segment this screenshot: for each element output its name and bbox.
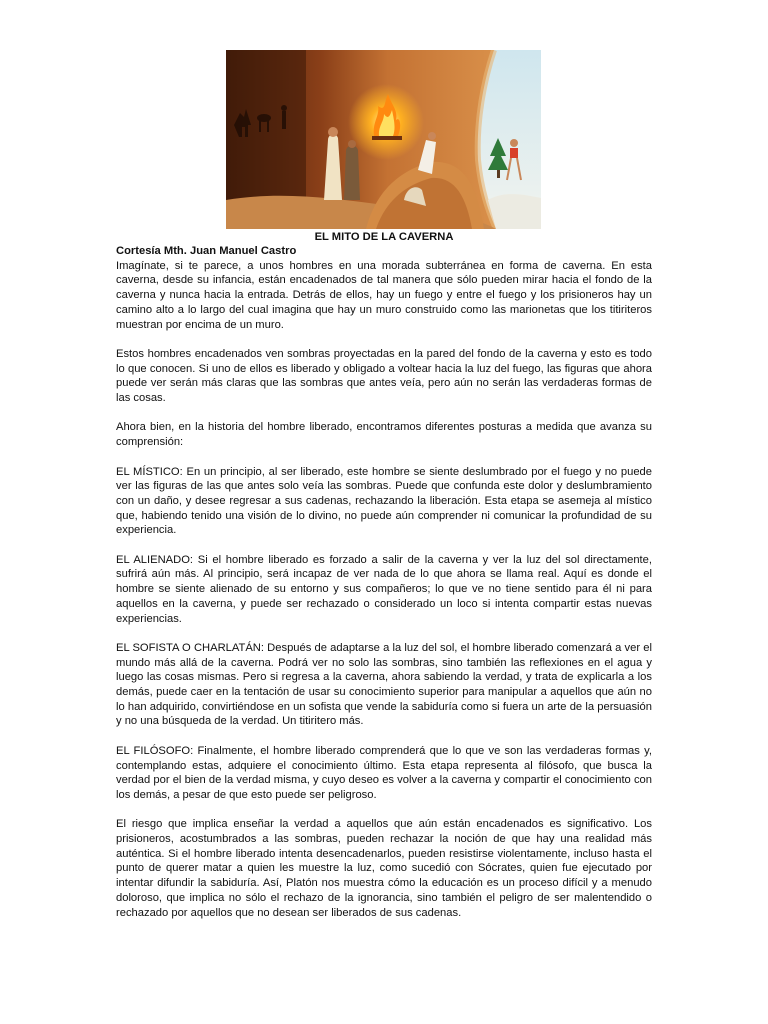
document-body [116, 244, 652, 935]
paragraph-sofista: EL SOFISTA O CHARLATÁN: Después de adaptarse a la luz del sol, el hombre liberado comenzará a ver el mundo más allá de la caverna. Podrá ver no solo las sombras, sino también las reflexiones en el agua y luego las cosas mismas. Pero si regresa a la caverna, ahora sabiendo la verdad, y trata de explicarla a los demás, puede caer en la tentación de usar su conocimiento superior para manipular a aquellos que aún no lo han adquirido, convirtiéndose en un sofista que vende la sabiduría como si fuera un arte de la persuasión y no una búsqueda de la verdad. Un titiritero más. [116, 641, 652, 728]
cave-illustration-svg [226, 50, 541, 229]
paragraph-text: Imagínate, si te parece, a unos hombres en una morada subterránea en forma de caverna. En esta caverna, desde su infancia, están encadenados de tal manera que sólo pueden mirar hacia el fondo de la caverna y nunca hacia la entrada. Detrás de ellos, hay un fuego y entre el fuego y los prisioneros hay un camino alto a lo largo del cual imagina que hay un muro construido como las marionetas que los titiriteros muestran por encima de un muro. [116, 259, 652, 331]
cave-illustration [226, 50, 541, 229]
paragraph-filosofo: EL FILÓSOFO: Finalmente, el hombre liberado comprenderá que lo que ve son las verdaderas formas y, contemplando estas, adquiere el conocimiento último. Esta etapa representa al filósofo, que busca la verdad por el bien de la verdad misma, y cuyo deseo es volver a la caverna y compartir el conocimiento con los demás, a pesar de que esto puede ser peligroso. [116, 744, 652, 801]
author-credit: Cortesía Mth. Juan Manuel Castro [116, 245, 297, 257]
document-title: EL MITO DE LA CAVERNA [314, 231, 454, 243]
paragraph: Estos hombres encadenados ven sombras proyectadas en la pared del fondo de la caverna y esto es todo lo que conocen. Si uno de ellos es liberado y obligado a voltear hacia la luz del fuego, las figuras que ahora puede ver serán más claras que las sombras que antes veía, pero aún no serán las verdaderas formas de las cosas. [116, 347, 652, 405]
paragraph-intro [116, 244, 652, 332]
paragraph-alienado: EL ALIENADO: Si el hombre liberado es forzado a salir de la caverna y ver la luz del sol directamente, sufrirá aún más. Al principio, será incapaz de ver nada de lo que ahora se llama real. Aquí es donde el hombre se siente alienado de su entorno y sus compañeros; lo que ve no tiene sentido para él ni para aquellos en la caverna, y puede ser rechazado o considerado un loco si intenta compartir estas nuevas experiencias. [116, 553, 652, 625]
paragraph-conclusion: El riesgo que implica enseñar la verdad a aquellos que aún están encadenados es significativo. Los prisioneros, acostumbrados a las sombras, pueden rechazar la noción de que hay una realidad más auténtica. Si el hombre liberado intenta desencadenarlos, pueden resistirse violentamente, incluso hasta el punto de querer matar a quien les muestre la luz, como sucedió con Sócrates, quien fue ejecutado por intentar difundir la sabiduría. Así, Platón nos muestra cómo la educación es un proceso difícil y a menudo doloroso, que implica no sólo el rechazo de la ignorancia, sino también el peligro de ser malentendido o rechazado por aquellos que no desean ser liberados de sus cadenas. [116, 818, 652, 919]
paragraph-mistico: EL MÍSTICO: En un principio, al ser liberado, este hombre se siente deslumbrado por el fuego y no puede ver las figuras de las que antes solo veía las sombras. Puede que confunda este dolor y deslumbramiento con un daño, y desee regresar a sus cadenas, rechazando la liberación. Esta etapa se asemeja al místico que, habiendo tenido una visión de lo divino, no puede aún comprender ni comunicar la profundidad de su experiencia. [116, 465, 652, 537]
paragraph: Ahora bien, en la historia del hombre liberado, encontramos diferentes posturas a medida que avanza su comprensión: [116, 421, 652, 449]
